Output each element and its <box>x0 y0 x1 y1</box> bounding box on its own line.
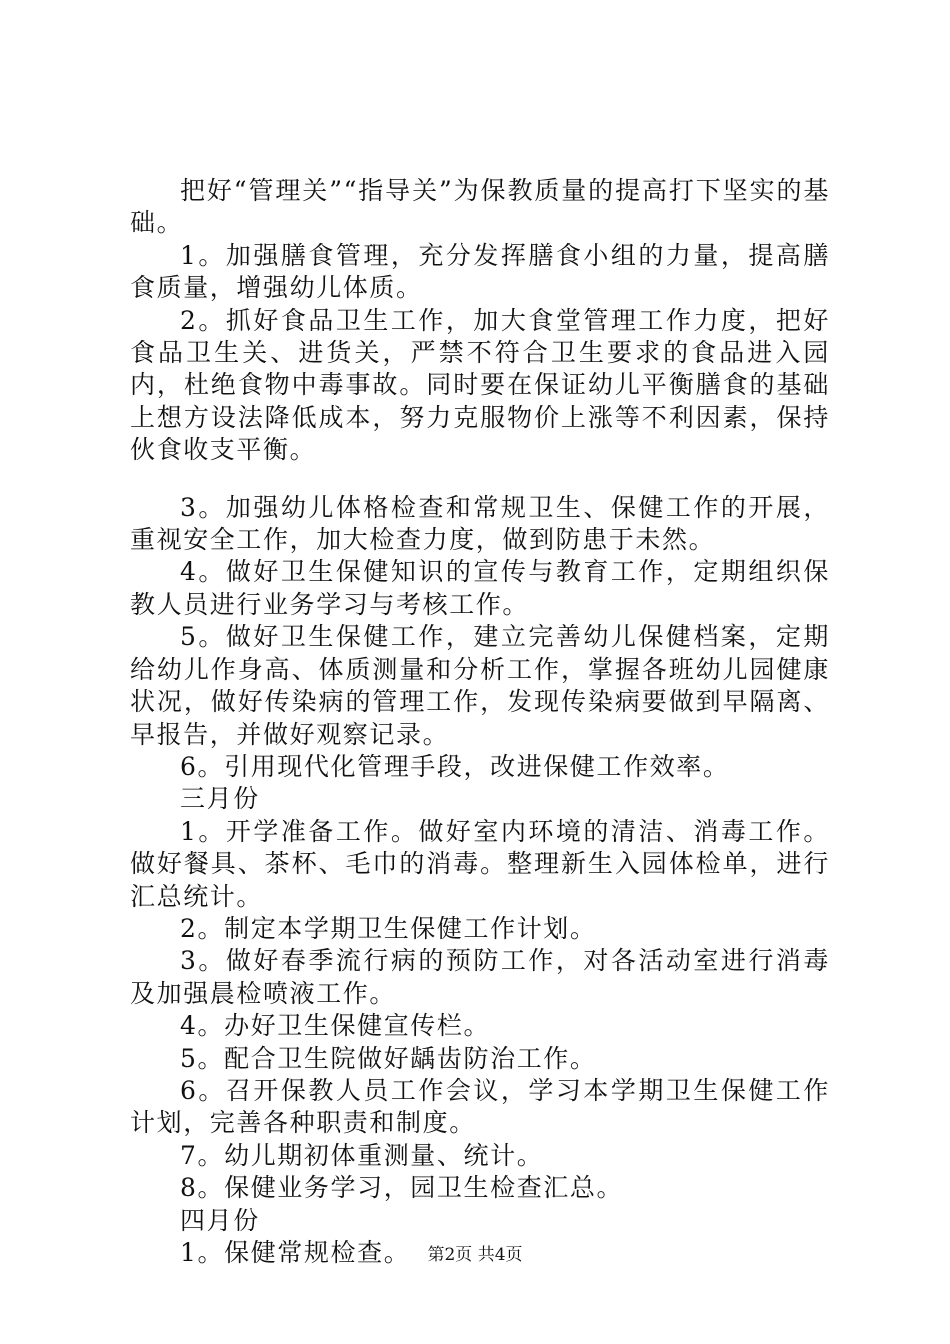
paragraph-item: 1。加强膳食管理，充分发挥膳食小组的力量，提高膳食质量，增强幼儿体质。 <box>130 240 830 303</box>
paragraph-item: 8。保健业务学习，园卫生检查汇总。 <box>180 1173 624 1203</box>
paragraph-intro: 把好“管理关”“指导关”为保教质量的提高打下坚实的基础。 <box>130 176 830 238</box>
paragraph-item: 2。抓好食品卫生工作，加大食堂管理工作力度，把好食品卫生关、进货关，严禁不符合卫生要求的食品进入园内，杜绝食物中毒事故。同时要在保证幼儿平衡膳食的基础上想方设法降低成本，努力克服物价上涨等不利因素，保持伙食收支平衡。 <box>130 305 830 465</box>
paragraph-item: 3。加强幼儿体格检查和常规卫生、保健工作的开展，重视安全工作，加大检查力度，做到防患于未然。 <box>130 492 830 555</box>
paragraph-item: 6。召开保教人员工作会议，学习本学期卫生保健工作计划，完善各种职责和制度。 <box>130 1075 830 1138</box>
paragraph-item: 5。配合卫生院做好龋齿防治工作。 <box>180 1043 597 1073</box>
paragraph-item: 4。办好卫生保健宣传栏。 <box>180 1011 491 1041</box>
paragraph-item: 2。制定本学期卫生保健工作计划。 <box>180 913 597 943</box>
paragraph-item: 7。幼儿期初体重测量、统计。 <box>180 1140 544 1170</box>
paragraph-item: 1。保健常规检查。 <box>180 1238 411 1267</box>
section-heading-april: 四月份 <box>180 1205 260 1235</box>
paragraph-item: 1。开学准备工作。做好室内环境的清洁、消毒工作。做好餐具、茶杯、毛巾的消毒。整理新生入园体检单，进行汇总统计。 <box>130 816 830 911</box>
paragraph-item: 6。引用现代化管理手段，改进保健工作效率。 <box>180 751 730 781</box>
paragraph-item: 4。做好卫生保健知识的宣传与教育工作，定期组织保教人员进行业务学习与考核工作。 <box>130 557 830 619</box>
document-body <box>130 175 830 1269</box>
page-number-footer: 第2页 共4页 <box>427 1245 523 1265</box>
paragraph-item: 5。做好卫生保健工作，建立完善幼儿保健档案，定期给幼儿作身高、体质测量和分析工作，掌握各班幼儿园健康状况，做好传染病的管理工作，发现传染病要做到早隔离、早报告，并做好观察记录。 <box>130 622 830 749</box>
paragraph-item: 3。做好春季流行病的预防工作，对各活动室进行消毒及加强晨检喷液工作。 <box>130 946 830 1008</box>
section-heading-march: 三月份 <box>180 784 260 814</box>
